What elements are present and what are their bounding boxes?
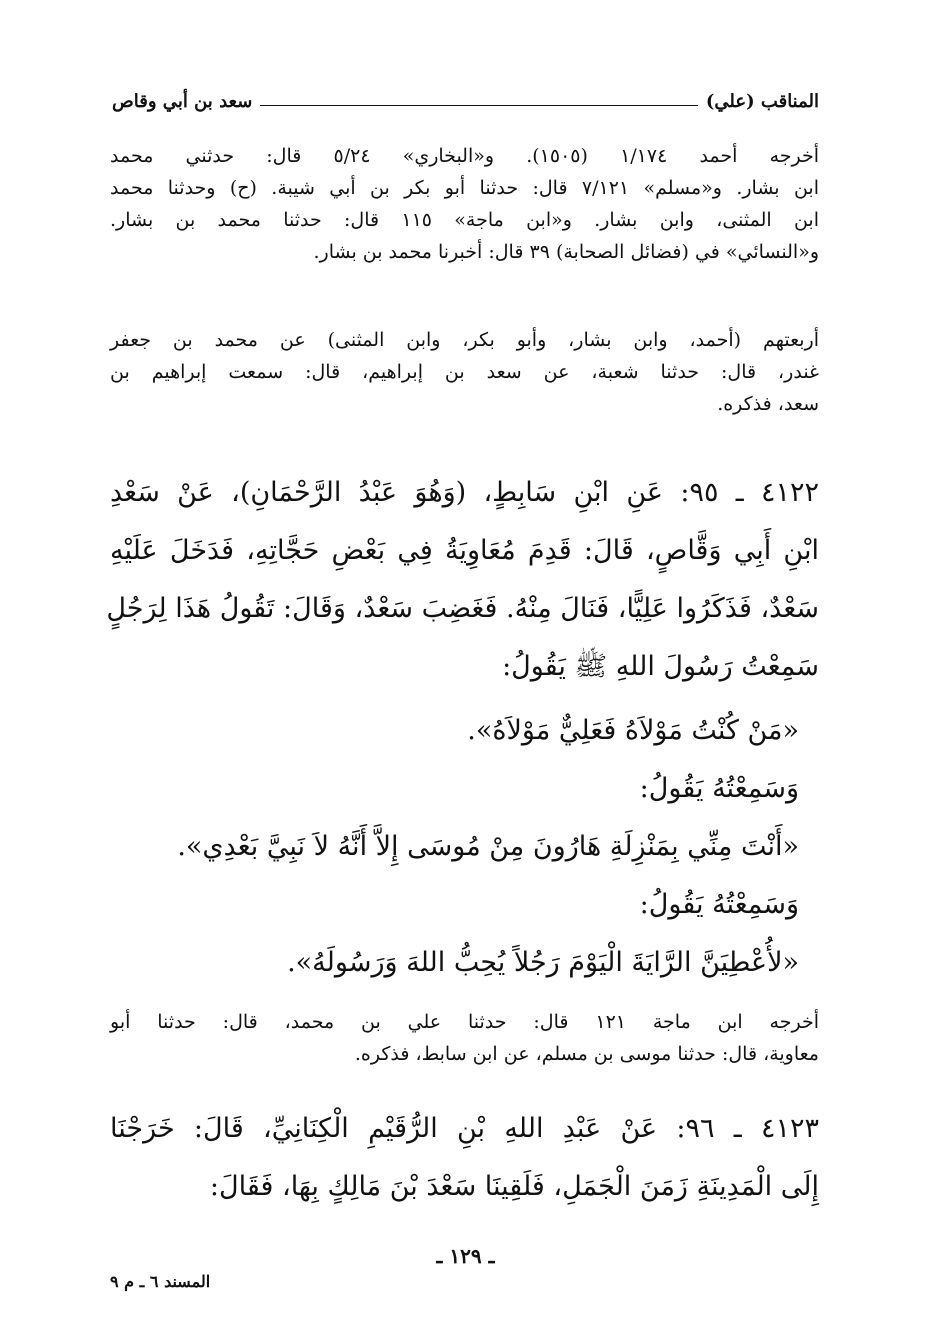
quote-line: وَسَمِعْتُهُ يَقُولُ: [639,773,799,804]
running-head-chapter: سعد بن أبي وقاص [112,91,253,112]
text-line: و«النسائي» في (فضائل الصحابة) ٣٩ قال: أخبرنا محمد بن بشار. [313,241,819,263]
signature-mark: المسند ٦ ـ م ٩ [110,1272,211,1291]
hadith-line: سَمِعْتُ رَسُولَ اللهِ ﷺ يَقُولُ: [502,651,819,682]
hadith-4122 [106,464,820,696]
footnote-takhrij-1 [110,140,819,268]
quote-line: «أَنْتَ مِنِّي بِمَنْزِلَةِ هَارُونَ مِنْ مُوسَى إِلاَّ أَنَّهُ لاَ نَبِيَّ بَعْدِي». [177,831,799,862]
text-line: أخرجه أحمد ١/١٧٤ (١٥٠٥). و«البخاري» ٥/٢٤ قال: حدثني محمد [110,145,820,167]
text-line: غندر، قال: حدثنا شعبة، عن سعد بن إبراهيم، قال: سمعت إبراهيم بن [110,361,819,383]
running-head-rule [260,105,698,106]
quote-line: «لأُعْطِيَنَّ الرَّايَةَ الْيَوْمَ رَجُلاً يُحِبُّ اللهَ وَرَسُولَهُ». [287,947,799,978]
hadith-line: ٤١٢٢ ـ ٩٥: عَنِ ابْنِ سَابِطٍ، (وَهُوَ عَبْدُ الرَّحْمَانِ)، عَنْ سَعْدِ [110,477,820,508]
hadith-line: سَعْدٌ، فَذَكَرُوا عَلِيًّا، فَنَالَ مِنْهُ. فَغَضِبَ سَعْدٌ، وَقَالَ: تَقُولُ هَذَا لِرَجُلٍ [106,593,819,624]
page-number: ـ ١٢٩ ـ [436,1244,495,1268]
quote-line: «مَنْ كُنْتُ مَوْلاَهُ فَعَلِيٌّ مَوْلاَهُ». [467,715,799,746]
text-line: أربعتهم (أحمد، وابن بشار، وأبو بكر، وابن المثنى) عن محمد بن جعفر [110,329,819,351]
text-line: سعد، فذكره. [717,393,819,415]
text-line: ابن المثنى، وابن بشار. و«ابن ماجة» ١١٥ قال: حدثنا محمد بن بشار. [110,209,819,231]
quote-line: وَسَمِعْتُهُ يَقُولُ: [639,889,799,920]
footnote-takhrij-3 [110,1006,819,1070]
text-line: أخرجه ابن ماجة ١٢١ قال: حدثنا علي بن محمد، قال: حدثنا أبو [110,1011,819,1033]
hadith-4123 [110,1100,819,1216]
hadith-line: ابْنِ أَبِي وَقَّاصٍ، قَالَ: قَدِمَ مُعَاوِيَةُ فِي بَعْضِ حَجَّاتِهِ، فَدَخَلَ عَلَيْهِ [110,535,819,566]
hadith-line: إِلَى الْمَدِينَةِ زَمَنَ الْجَمَلِ، فَلَقِينَا سَعْدَ بْنَ مَالِكٍ بِهَا، فَقَالَ: [209,1171,819,1202]
running-head-section: المناقب (علي) [705,91,819,112]
hadith-line: ٤١٢٣ ـ ٩٦: عَنْ عَبْدِ اللهِ بْنِ الرُّقَيْمِ الْكِنَانِيِّ، قَالَ: خَرَجْنَا [110,1113,819,1144]
text-line: ابن بشار. و«مسلم» ٧/١٢١ قال: حدثنا أبو بكر بن أبي شيبة. (ح) وحدثنا محمد [110,177,819,199]
running-head [112,88,819,112]
hadith-4122-quotes [110,702,819,992]
text-line: معاوية، قال: حدثنا موسى بن مسلم، عن ابن سابط، فذكره. [354,1043,819,1065]
footnote-takhrij-2 [110,324,819,420]
